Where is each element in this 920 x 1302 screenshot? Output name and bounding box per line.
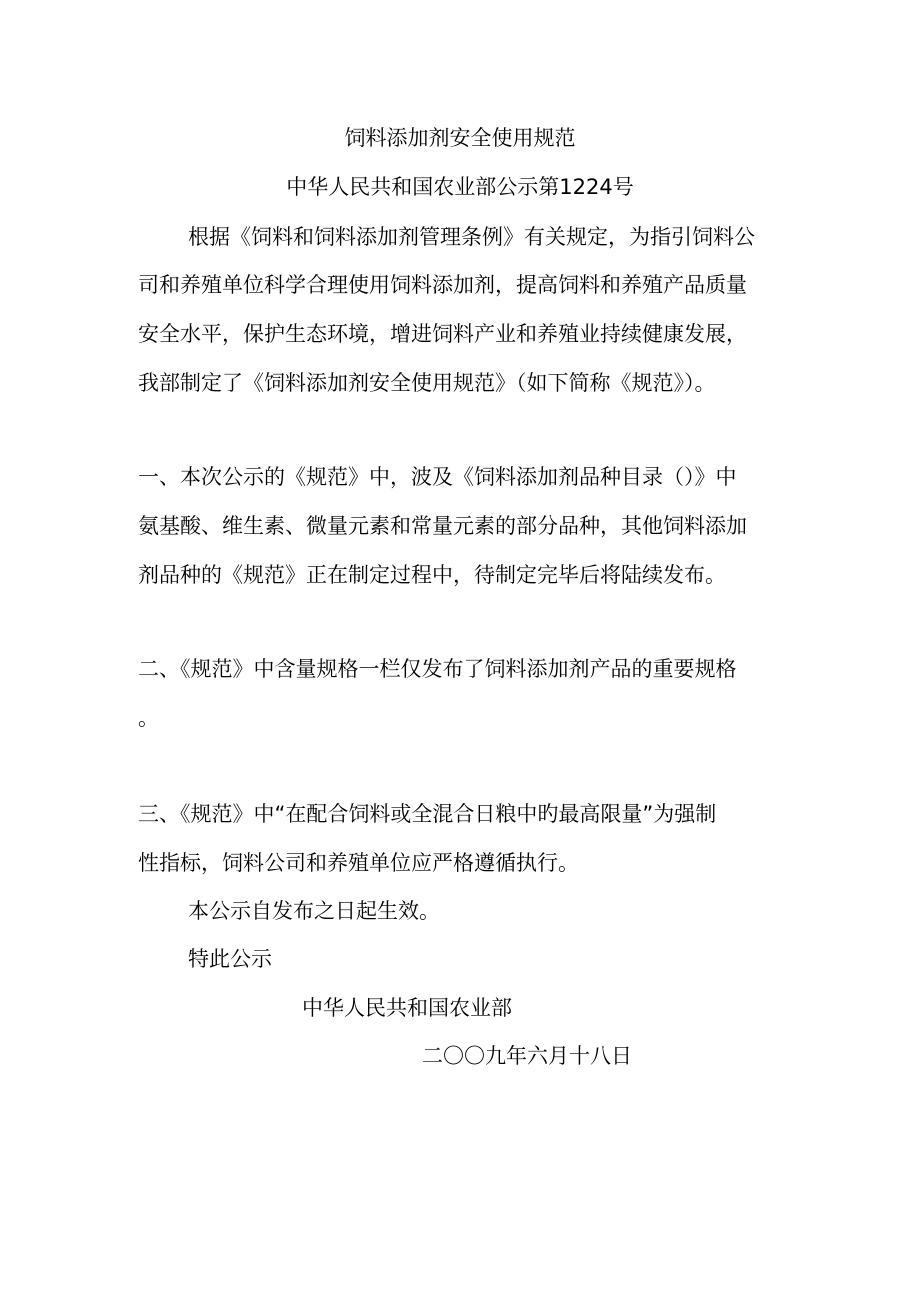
- item3-line-1: 三、《规范》中“在配合饲料或全混合日粮中旳最高限量”为强制: [138, 802, 717, 826]
- intro-line-3: 安全水平，保护生态环境，增进饲料产业和养殖业持续健康发展，: [138, 322, 747, 346]
- intro-line-4: 我部制定了《饲料添加剂安全使用规范》（如下简称《规范》）。: [138, 371, 716, 395]
- closing-statement: 特此公示: [188, 947, 272, 971]
- document-title: 饲料添加剂安全使用规范: [344, 126, 576, 150]
- document-subtitle: 中华人民共和国农业部公示第1224号: [286, 175, 634, 199]
- item1-line-1: 一、本次公示的《规范》中，波及《饲料添加剂品种目录（）》中: [138, 465, 737, 489]
- item1-line-3: 剂品种的《规范》正在制定过程中，待制定完毕后将陆续发布。: [138, 563, 726, 587]
- item3-line-2: 性指标，饲料公司和养殖单位应严格遵循执行。: [138, 851, 579, 875]
- item2-line-2: 。: [138, 706, 159, 730]
- item2-line-1: 二、《规范》中含量规格一栏仅发布了饲料添加剂产品的重要规格: [138, 657, 737, 681]
- issue-date: 二〇〇九年六月十八日: [422, 1044, 632, 1068]
- effective-statement: 本公示自发布之日起生效。: [188, 899, 440, 923]
- intro-line-2: 司和养殖单位科学合理使用饲料添加剂，提高饲料和养殖产品质量: [138, 273, 747, 297]
- issuer: 中华人民共和国农业部: [302, 996, 512, 1020]
- intro-line-1: 根据《饲料和饲料添加剂管理条例》有关规定，为指引饲料公: [188, 225, 755, 249]
- item1-line-2: 氨基酸、维生素、微量元素和常量元素的部分品种，其他饲料添加: [138, 514, 747, 538]
